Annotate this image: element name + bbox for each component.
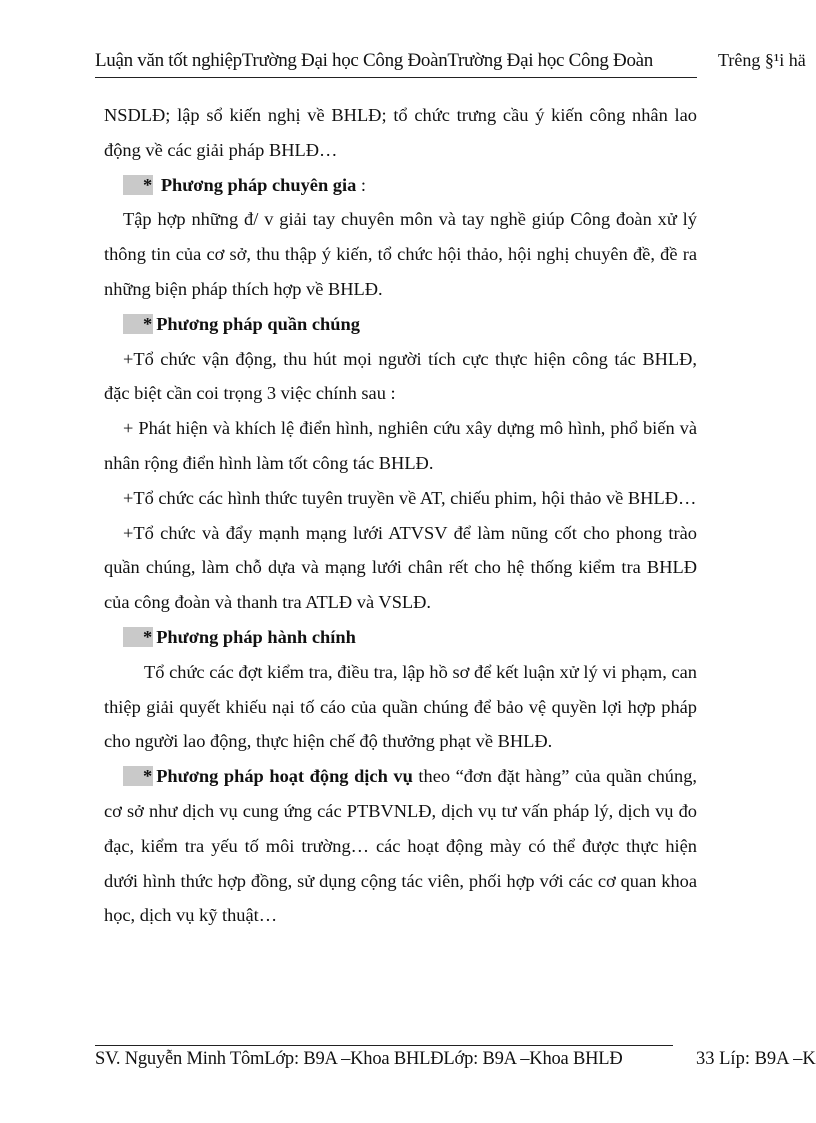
page-footer-right (696, 1049, 816, 1070)
heading-suffix: : (356, 174, 367, 195)
paragraph: NSDLĐ; lập sổ kiến nghị về BHLĐ; tổ chức trưng cầu ý kiến công nhân lao động về các giải pháp BHLĐ… (104, 105, 697, 160)
document-body (104, 98, 697, 933)
heading-text: Phương pháp quần chúng (156, 313, 360, 334)
page-header-title: Luận văn tốt nghiệpTrường Đại học Công ĐoànTrường Đại học Công Đoàn (95, 50, 653, 71)
heading-text: Phương pháp hành chính (156, 626, 356, 647)
footer-class: Líp: B9A –K (719, 1049, 816, 1069)
section-heading (104, 307, 697, 342)
heading-text: Phương pháp chuyên gia (160, 174, 357, 195)
paragraph: +Tổ chức và đẩy mạnh mạng lưới ATVSV để làm nũng cốt cho phong trào quần chúng, làm chỗ dựa và mạng lưới chân rết cho hệ thống kiểm tra BHLĐ của công đoàn và thanh tra ATLĐ và VSLĐ. (104, 522, 697, 613)
page-number: 33 (696, 1049, 715, 1069)
heading-text: Phương pháp hoạt động dịch vụ (156, 766, 413, 787)
paragraph: Tập hợp những đ/ v giải tay chuyên môn và tay nghề giúp Công đoàn xử lý thông tin của cơ sở, thu thập ý kiến, tổ chức hội thảo, hội nghị chuyên đề, đề ra những biện pháp thích hợp về BHLĐ. (104, 209, 697, 299)
header-divider (95, 77, 697, 78)
bullet-icon: * (123, 627, 153, 647)
paragraph: Tổ chức các đợt kiểm tra, điều tra, lập hồ sơ để kết luận xử lý vi phạm, can thiệp giải quyết khiếu nại tố cáo của quần chúng để bảo vệ quyền lợi hợp pháp cho người lao động, thực hiện chế độ thưởng phạt về BHLĐ. (104, 661, 697, 752)
section-heading (104, 620, 697, 655)
bullet-icon: * (123, 175, 153, 195)
paragraph: + Phát hiện và khích lệ điển hình, nghiên cứu xây dựng mô hình, phổ biến và nhân rộng điển hình làm tốt công tác BHLĐ. (104, 418, 697, 473)
footer-divider (95, 1045, 673, 1046)
bullet-icon: * (123, 314, 153, 334)
paragraph (104, 759, 697, 933)
paragraph-text: theo “đơn đặt hàng” của quần chúng, cơ sở như dịch vụ cung ứng các PTBVNLĐ, dịch vụ tư vấn pháp lý, dịch vụ đo đạc, kiểm tra yếu tố môi trường… các hoạt động mày có thể được thực hiện dưới hình thức hợp đồng, sử dụng cộng tác viên, phối hợp với các cơ quan khoa học, dịch vụ kỹ thuật… (104, 766, 697, 926)
paragraph: +Tổ chức các hình thức tuyên truyền về AT, chiếu phim, hội thảo về BHLĐ… (123, 487, 697, 508)
page-footer-left: SV. Nguyễn Minh TômLớp: B9A –Khoa BHLĐLớp: B9A –Khoa BHLĐ (95, 1049, 623, 1069)
section-heading (104, 168, 697, 203)
paragraph: +Tổ chức vận động, thu hút mọi người tích cực thực hiện công tác BHLĐ, đặc biệt cần coi trọng 3 việc chính sau : (104, 348, 697, 404)
page-header-right: Trêng §¹i hä (718, 50, 806, 70)
bullet-icon: * (123, 766, 153, 786)
